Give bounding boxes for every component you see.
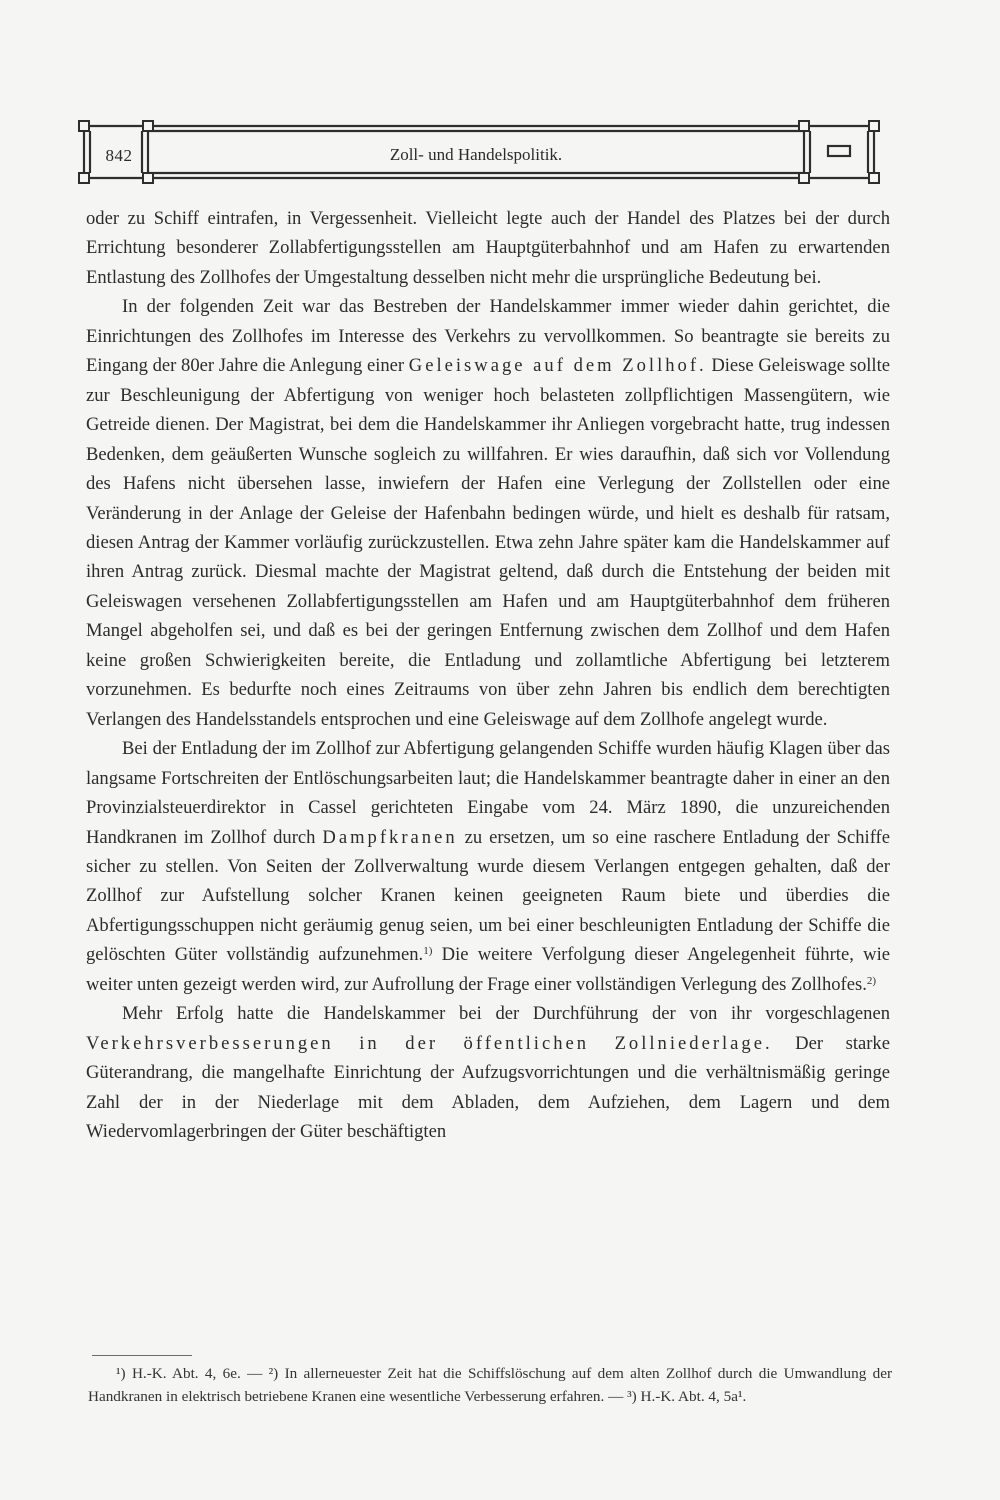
footnote-text: H.-K. Abt. 4, 6e. — — [125, 1365, 269, 1382]
footnote-marker: ³) — [627, 1388, 637, 1405]
page-header — [76, 118, 882, 186]
paragraph-continued — [86, 204, 890, 292]
paragraph-text: Der starke Güterandrang, die mangelhafte Einrichtung der Aufzugsvorrichtungen und die verhältnismäßig geringe Zahl der in der Niederlage mit dem Abladen, dem Aufziehen, dem Lagern und dem Wiedervomlagerbringen der Güter beschäftigten — [86, 1032, 890, 1143]
running-title: Zoll- und Handelspolitik. — [389, 145, 563, 164]
footnote-marker: ²) — [268, 1365, 279, 1382]
paragraph-text: oder zu Schiff eintrafen, in Vergessenheit. Vielleicht legte auch der Handel des Platzes bei der durch Errichtung besonderer Zollabfertigungsstellen am Hauptgüterbahnhof und am Hafen zu erwartenden Entlastung des Zollhofes der Umgestaltung desselben nicht mehr die ursprüngliche Bedeutung bei. — [86, 208, 890, 288]
footnote-reference: 2) — [866, 974, 877, 987]
paragraph-text: zu ersetzen, um so eine raschere Entladung der Schiffe sicher zu stellen. Von Seiten der Zollverwaltung wurde diesem Verlangen entgegen gehalten, daß der Zollhof zur Aufstellung solcher Kranen keinen geeigneten Raum biete und überdies die Abfertigungsschuppen nicht geräumig genug seien, um bei einer beschleunigten Entladung der Schiffe die gelöschten Güter vollständig aufzunehmen. — [86, 826, 890, 966]
emphasized-term: Dampfkranen — [322, 826, 458, 848]
footnote-marker: ¹) — [116, 1365, 126, 1382]
footnote-reference: 1) — [423, 945, 433, 958]
paragraph-text: Bei der Entladung der im Zollhof zur Abfertigung gelangenden Schiffe wurden häufig Klagen über das langsame Fortschreiten der Entlöschungsarbeiten laut; die Handelskammer beantragte daher in einer an den Provinzialsteuerdirektor in Cassel gerichteten Eingabe vom 24. März 1890, die unzureichenden Handkranen im Zollhof durch — [86, 738, 890, 848]
emphasized-term: Verkehrsverbesserungen in der öffentlichen Zollniederlage. — [86, 1032, 773, 1054]
paragraph-text: Die weitere Verfolgung dieser Angelegenheit führte, wie weiter unten gezeigt werden wird, zur Aufrollung der Frage einer vollständigen Verlegung des Zollhofes. — [86, 944, 890, 995]
paragraph-dampfkranen — [86, 734, 890, 999]
body-text — [86, 204, 890, 1147]
footnote-text: In allerneuester Zeit hat die Schiffslöschung auf dem alten Zollhof durch die Umwandlung der Handkranen in elektrisch betriebene Kranen eine wesentliche Verbesserung erfahren. — — [88, 1365, 892, 1405]
footnote-block — [88, 1362, 892, 1408]
paragraph-text: Diese Geleiswage sollte zur Beschleunigung der Abfertigung von weniger hoch belasteten zollpflichtigen Massengütern, wie Getreide dienen. Der Magistrat, bei dem die Handelskammer ihr Anliegen vorgebracht hatte, trug indessen Bedenken, dem geäußerten Wunsche sogleich zu willfahren. Er wies daraufhin, daß sich vor Vollendung des Hafens nicht übersehen lasse, inwiefern der Hafen eine Verlegung der Zollstellen oder eine Veränderung in der Anlage der Geleise der Hafenbahn bedingen würde, und hielt es deshalb für ratsam, diesen Antrag der Kammer vorläufig zurückzustellen. Etwa zehn Jahre später kam die Handelskammer auf ihren Antrag zurück. Diesmal machte der Magistrat geltend, daß durch die Entstehung der beiden mit Geleiswagen versehenen Zollabfertigungsstellen am Hafen und am Hauptgüterbahnhof dem früheren Mangel abgeholfen sei, und daß es bei der geringen Entfernung zwischen dem Zollhof und dem Hafen keine großen Schwierigkeiten bereite, die Entladung und zollamtliche Abfertigung bei letzterem vorzunehmen. Es bedurfte noch eines Zeitraums von über zehn Jahren bis endlich dem berechtigten Verlangen des Handelsstandels entsprochen und eine Geleiswage auf dem Zollhofe angelegt wurde. — [86, 355, 890, 730]
emphasized-term: Geleiswage auf dem Zollhof. — [408, 355, 707, 377]
paragraph-text: In der folgenden Zeit war das Bestreben der Handelskammer immer wieder dahin gerichtet, die Einrichtungen des Zollhofes im Interesse des Verkehrs zu vervollkommen. So beantragte sie bereits zu Eingang der 80er Jahre die Anlegung einer — [86, 296, 890, 377]
paragraph-text: Mehr Erfolg hatte die Handelskammer bei der Durchführung der von ihr vorgeschlagenen — [122, 1003, 890, 1025]
page-number: 842 — [105, 146, 133, 165]
paragraph-zollniederlage — [86, 999, 890, 1146]
footnotes — [88, 1362, 892, 1408]
paragraph-geleiswage — [86, 292, 890, 734]
footnote-divider — [92, 1355, 192, 1356]
footnote-text: H.-K. Abt. 4, 5a¹. — [636, 1388, 747, 1405]
